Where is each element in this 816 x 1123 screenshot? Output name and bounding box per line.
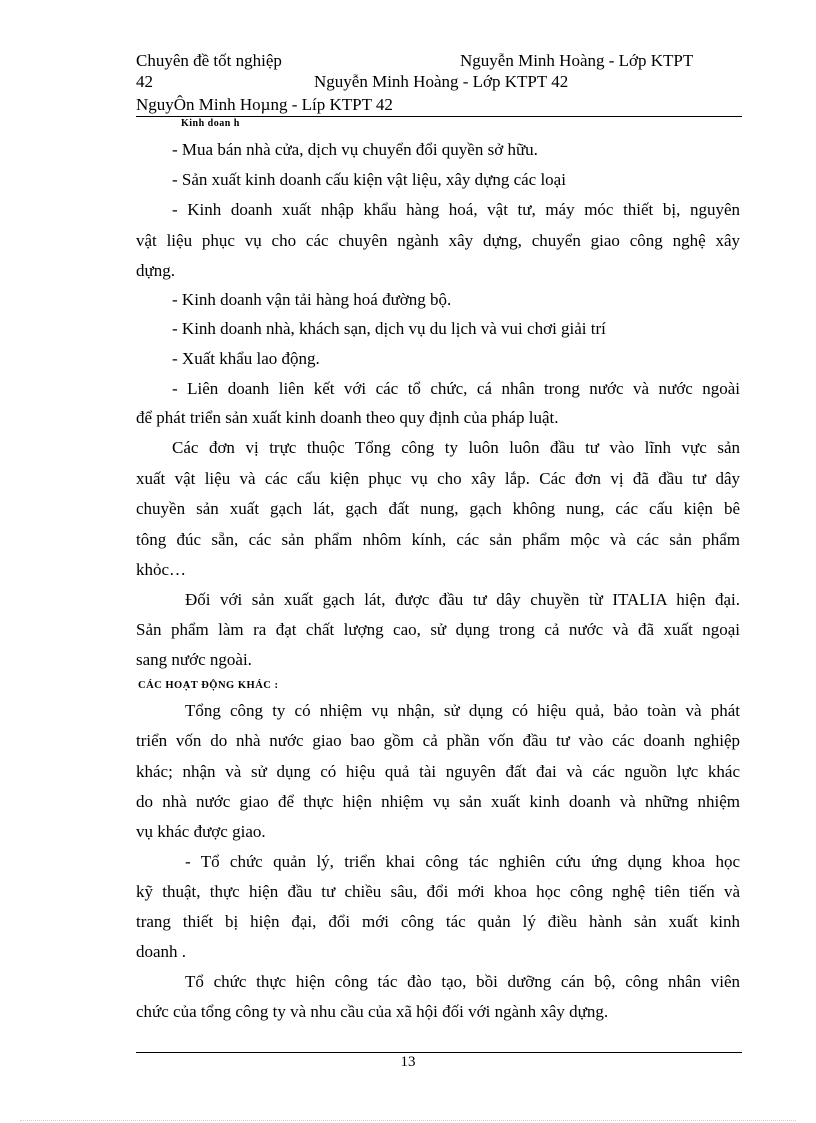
body-line: kỹ thuật, thực hiện đầu tư chiều sâu, đổi mới khoa học công nghệ tiên tiến và	[136, 882, 740, 901]
page-break-divider	[20, 1120, 796, 1121]
body-line: Các đơn vị trực thuộc Tổng công ty luôn luôn đầu tư vào lĩnh vực sản	[172, 438, 740, 457]
footer-rule	[136, 1052, 742, 1053]
body-line: trang thiết bị hiện đại, đổi mới công tác quản lý điều hành sản xuất kinh	[136, 912, 740, 931]
body-line: Sản phẩm làm ra đạt chất lượng cao, sử dụng trong cả nước và đã xuất ngoại	[136, 620, 740, 639]
body-line: do nhà nước giao để thực hiện nhiệm vụ sản xuất kinh doanh và những nhiệm	[136, 792, 740, 811]
page-number: 13	[400, 1054, 416, 1070]
body-line: Tổ chức thực hiện công tác đào tạo, bồi dưỡng cán bộ, công nhân viên	[185, 972, 740, 991]
body-line: - Mua bán nhà cửa, dịch vụ chuyển đổi quyền sở hữu.	[172, 140, 538, 159]
body-line: - Kinh doanh xuất nhập khẩu hàng hoá, vật tư, máy móc thiết bị, nguyên	[172, 200, 740, 219]
section-heading-business: Kinh doan h	[181, 118, 240, 129]
body-line: - Sản xuất kinh doanh cấu kiện vật liệu, xây dựng các loại	[172, 170, 566, 189]
body-line: vụ khác được giao.	[136, 822, 266, 841]
section-heading-other-activities: CÁC HOẠT ĐỘNG KHÁC :	[138, 680, 279, 691]
header-author-repeat: Nguyễn Minh Hoàng - Lớp KTPT 42	[314, 72, 569, 91]
header-class-number: 42	[136, 72, 153, 91]
body-line: - Tổ chức quản lý, triển khai công tác nghiên cứu ứng dụng khoa học	[185, 852, 740, 871]
body-line: xuất vật liệu và các cấu kiện phục vụ cho xây lắp. Các đơn vị đã đầu tư dây	[136, 469, 740, 488]
body-line: Đối với sản xuất gạch lát, được đầu tư dây chuyền từ ITALIA hiện đại.	[185, 590, 740, 609]
body-line: - Kinh doanh nhà, khách sạn, dịch vụ du lịch và vui chơi giải trí	[172, 319, 606, 338]
body-line: khác; nhận và sử dụng có hiệu quả tài nguyên đất đai và các nguồn lực khác	[136, 762, 740, 781]
body-line: - Liên doanh liên kết với các tổ chức, cá nhân trong nước và nước ngoài	[172, 379, 740, 398]
body-line: - Kinh doanh vận tải hàng hoá đường bộ.	[172, 290, 452, 309]
body-line: để phát triển sản xuất kinh doanh theo quy định của pháp luật.	[136, 408, 559, 427]
body-line: dựng.	[136, 261, 175, 280]
body-line: doanh .	[136, 942, 187, 961]
body-line: vật liệu phục vụ cho các chuyên ngành xây dựng, chuyển giao công nghệ xây	[136, 231, 740, 250]
header-rule	[136, 116, 742, 117]
body-line: Tổng công ty có nhiệm vụ nhận, sử dụng có hiệu quả, bảo toàn và phát	[185, 701, 740, 720]
body-line: sang nước ngoài.	[136, 650, 252, 669]
header-title: Chuyên đề tốt nghiệp	[136, 51, 282, 70]
header-author: Nguyễn Minh Hoàng - Lớp KTPT	[460, 51, 694, 70]
header-garbled-author: NguyÔn Minh Hoµng - Líp KTPT 42	[136, 95, 393, 114]
body-line: triển vốn do nhà nước giao bao gồm cả phần vốn đầu tư vào các doanh nghiệp	[136, 731, 740, 750]
body-line: tông đúc sẵn, các sản phẩm nhôm kính, các sản phẩm mộc và các sản phẩm	[136, 530, 740, 549]
body-line: chức của tổng công ty và nhu cầu của xã hội đối với ngành xây dựng.	[136, 1002, 609, 1021]
body-line: chuyền sản xuất gạch lát, gạch đất nung, gạch không nung, các cấu kiện bê	[136, 499, 740, 518]
body-line: - Xuất khẩu lao động.	[172, 349, 320, 368]
body-line: khỏc…	[136, 560, 187, 579]
